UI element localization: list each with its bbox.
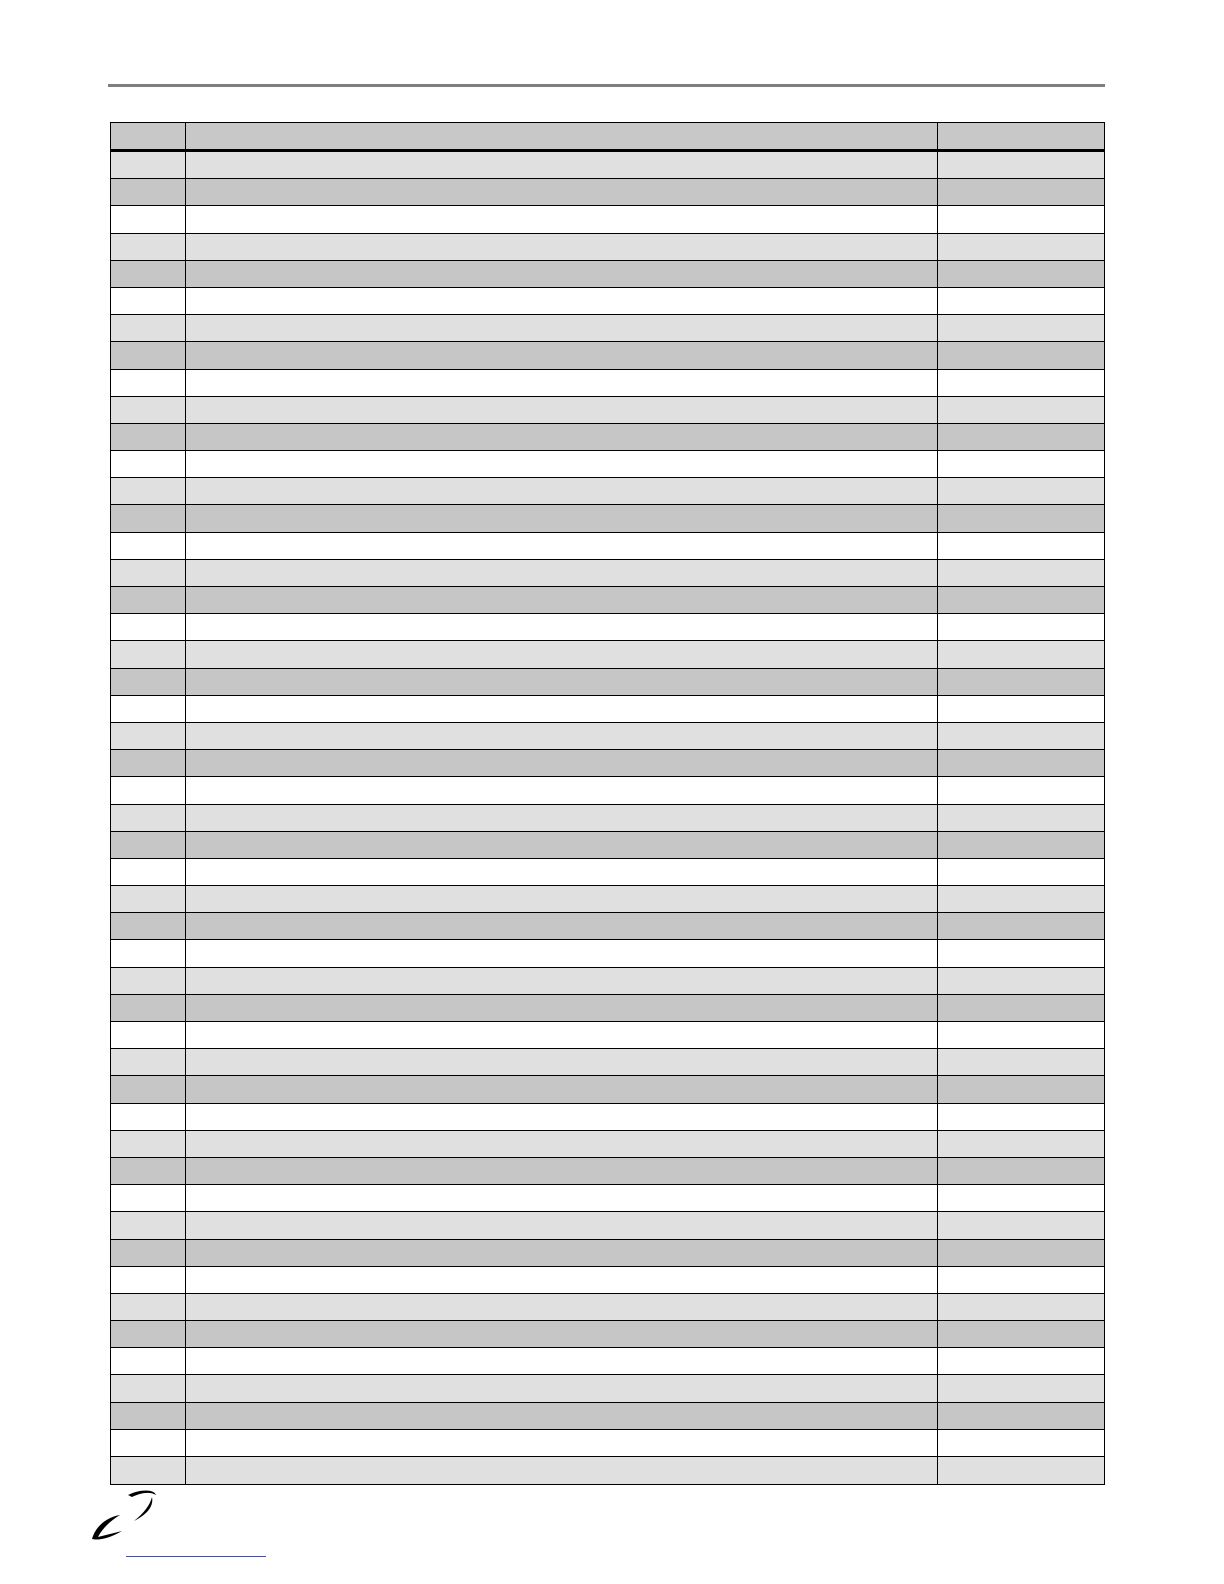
table-row: [111, 533, 1104, 560]
row-description-cell[interactable]: [186, 696, 938, 722]
table-row: [111, 832, 1104, 859]
header-amount-cell: [938, 123, 1104, 149]
row-amount-cell[interactable]: [938, 288, 1104, 314]
table-row: [111, 179, 1104, 206]
table-row: [111, 478, 1104, 505]
table-row: [111, 641, 1104, 668]
row-amount-cell[interactable]: [938, 1185, 1104, 1211]
row-description-cell[interactable]: [186, 288, 938, 314]
row-number-cell[interactable]: [111, 1403, 186, 1429]
row-number-cell[interactable]: [111, 1430, 186, 1456]
row-number-cell[interactable]: [111, 1321, 186, 1347]
table-row: [111, 1131, 1104, 1158]
row-description-cell[interactable]: [186, 1076, 938, 1102]
table-row: [111, 1403, 1104, 1430]
table-row: [111, 940, 1104, 967]
header-description-cell: [186, 123, 938, 149]
row-amount-cell[interactable]: [938, 587, 1104, 613]
row-amount-cell[interactable]: [938, 342, 1104, 368]
row-amount-cell[interactable]: [938, 832, 1104, 858]
row-number-cell[interactable]: [111, 750, 186, 776]
row-amount-cell[interactable]: [938, 995, 1104, 1021]
row-number-cell[interactable]: [111, 696, 186, 722]
row-amount-cell[interactable]: [938, 234, 1104, 260]
row-description-cell[interactable]: [186, 1185, 938, 1211]
row-number-cell[interactable]: [111, 505, 186, 531]
row-amount-cell[interactable]: [938, 940, 1104, 966]
table-row: [111, 614, 1104, 641]
table-row: [111, 424, 1104, 451]
row-amount-cell[interactable]: [938, 261, 1104, 287]
table-row: [111, 1457, 1104, 1484]
row-amount-cell[interactable]: [938, 1348, 1104, 1374]
table-row: [111, 1076, 1104, 1103]
table-row: [111, 669, 1104, 696]
row-description-cell[interactable]: [186, 723, 938, 749]
row-number-cell[interactable]: [111, 315, 186, 341]
row-number-cell[interactable]: [111, 1267, 186, 1293]
row-number-cell[interactable]: [111, 288, 186, 314]
row-number-cell[interactable]: [111, 995, 186, 1021]
row-amount-cell[interactable]: [938, 152, 1104, 178]
row-amount-cell[interactable]: [938, 1403, 1104, 1429]
table-row: [111, 342, 1104, 369]
swoosh-logo-icon: [88, 1487, 162, 1543]
table-row: [111, 261, 1104, 288]
row-description-cell[interactable]: [186, 587, 938, 613]
row-number-cell[interactable]: [111, 451, 186, 477]
row-number-cell[interactable]: [111, 1104, 186, 1130]
row-description-cell[interactable]: [186, 1131, 938, 1157]
table-row: [111, 1430, 1104, 1457]
table-row: [111, 587, 1104, 614]
row-number-cell[interactable]: [111, 1131, 186, 1157]
row-amount-cell[interactable]: [938, 696, 1104, 722]
row-number-cell[interactable]: [111, 261, 186, 287]
row-description-cell[interactable]: [186, 1212, 938, 1238]
row-description-cell[interactable]: [186, 261, 938, 287]
table-row: [111, 1294, 1104, 1321]
table-row: [111, 1212, 1104, 1239]
row-number-cell[interactable]: [111, 1158, 186, 1184]
row-description-cell[interactable]: [186, 886, 938, 912]
row-number-cell[interactable]: [111, 805, 186, 831]
row-number-cell[interactable]: [111, 1185, 186, 1211]
row-description-cell[interactable]: [186, 478, 938, 504]
row-amount-cell[interactable]: [938, 533, 1104, 559]
row-number-cell[interactable]: [111, 940, 186, 966]
row-amount-cell[interactable]: [938, 968, 1104, 994]
row-number-cell[interactable]: [111, 424, 186, 450]
row-number-cell[interactable]: [111, 614, 186, 640]
row-amount-cell[interactable]: [938, 641, 1104, 667]
row-amount-cell[interactable]: [938, 315, 1104, 341]
row-amount-cell[interactable]: [938, 1430, 1104, 1456]
row-description-cell[interactable]: [186, 1375, 938, 1401]
row-number-cell[interactable]: [111, 370, 186, 396]
table-row: [111, 777, 1104, 804]
table-row: [111, 1022, 1104, 1049]
header-rule: [108, 84, 1105, 87]
row-amount-cell[interactable]: [938, 1240, 1104, 1266]
row-description-cell[interactable]: [186, 152, 938, 178]
table-row: [111, 859, 1104, 886]
row-amount-cell[interactable]: [938, 1022, 1104, 1048]
row-amount-cell[interactable]: [938, 777, 1104, 803]
table-row: [111, 234, 1104, 261]
row-description-cell[interactable]: [186, 940, 938, 966]
table-row: [111, 1049, 1104, 1076]
row-description-cell[interactable]: [186, 859, 938, 885]
table-row: [111, 886, 1104, 913]
row-number-cell[interactable]: [111, 342, 186, 368]
row-number-cell[interactable]: [111, 1457, 186, 1484]
row-description-cell[interactable]: [186, 641, 938, 667]
row-description-cell[interactable]: [186, 1049, 938, 1075]
row-amount-cell[interactable]: [938, 206, 1104, 232]
row-amount-cell[interactable]: [938, 478, 1104, 504]
row-number-cell[interactable]: [111, 1049, 186, 1075]
form-table: [110, 122, 1105, 1485]
row-amount-cell[interactable]: [938, 451, 1104, 477]
table-row: [111, 1185, 1104, 1212]
table-row: [111, 560, 1104, 587]
row-number-cell[interactable]: [111, 641, 186, 667]
table-row: [111, 451, 1104, 478]
row-description-cell[interactable]: [186, 424, 938, 450]
row-description-cell[interactable]: [186, 1104, 938, 1130]
row-description-cell[interactable]: [186, 179, 938, 205]
row-number-cell[interactable]: [111, 1348, 186, 1374]
row-number-cell[interactable]: [111, 723, 186, 749]
row-number-cell[interactable]: [111, 1240, 186, 1266]
row-amount-cell[interactable]: [938, 886, 1104, 912]
table-row: [111, 288, 1104, 315]
row-amount-cell[interactable]: [938, 614, 1104, 640]
row-description-cell[interactable]: [186, 342, 938, 368]
table-row: [111, 750, 1104, 777]
row-description-cell[interactable]: [186, 397, 938, 423]
row-amount-cell[interactable]: [938, 1267, 1104, 1293]
row-number-cell[interactable]: [111, 397, 186, 423]
row-number-cell[interactable]: [111, 179, 186, 205]
row-amount-cell[interactable]: [938, 750, 1104, 776]
row-number-cell[interactable]: [111, 913, 186, 939]
row-number-cell[interactable]: [111, 886, 186, 912]
table-row: [111, 968, 1104, 995]
row-description-cell[interactable]: [186, 614, 938, 640]
row-amount-cell[interactable]: [938, 1131, 1104, 1157]
footer-link-underline[interactable]: [126, 1556, 266, 1557]
row-number-cell[interactable]: [111, 152, 186, 178]
table-row: [111, 696, 1104, 723]
row-number-cell[interactable]: [111, 478, 186, 504]
table-row: [111, 152, 1104, 179]
row-amount-cell[interactable]: [938, 1158, 1104, 1184]
row-amount-cell[interactable]: [938, 859, 1104, 885]
row-amount-cell[interactable]: [938, 1375, 1104, 1401]
row-amount-cell[interactable]: [938, 1294, 1104, 1320]
row-description-cell[interactable]: [186, 370, 938, 396]
row-number-cell[interactable]: [111, 859, 186, 885]
table-header-row: [111, 123, 1104, 152]
row-number-cell[interactable]: [111, 560, 186, 586]
row-amount-cell[interactable]: [938, 505, 1104, 531]
row-amount-cell[interactable]: [938, 1321, 1104, 1347]
row-amount-cell[interactable]: [938, 1457, 1104, 1484]
table-row: [111, 505, 1104, 532]
table-row: [111, 1321, 1104, 1348]
row-number-cell[interactable]: [111, 587, 186, 613]
row-description-cell[interactable]: [186, 913, 938, 939]
row-amount-cell[interactable]: [938, 1076, 1104, 1102]
table-row: [111, 913, 1104, 940]
row-description-cell[interactable]: [186, 805, 938, 831]
row-amount-cell[interactable]: [938, 1104, 1104, 1130]
header-number-cell: [111, 123, 186, 149]
table-row: [111, 1240, 1104, 1267]
row-amount-cell[interactable]: [938, 805, 1104, 831]
row-amount-cell[interactable]: [938, 669, 1104, 695]
table-row: [111, 1158, 1104, 1185]
row-amount-cell[interactable]: [938, 560, 1104, 586]
row-description-cell[interactable]: [186, 750, 938, 776]
table-row: [111, 1267, 1104, 1294]
row-number-cell[interactable]: [111, 832, 186, 858]
row-description-cell[interactable]: [186, 1348, 938, 1374]
row-number-cell[interactable]: [111, 1294, 186, 1320]
row-amount-cell[interactable]: [938, 397, 1104, 423]
row-number-cell[interactable]: [111, 968, 186, 994]
row-description-cell[interactable]: [186, 832, 938, 858]
table-row: [111, 1348, 1104, 1375]
row-number-cell[interactable]: [111, 206, 186, 232]
row-description-cell[interactable]: [186, 505, 938, 531]
row-description-cell[interactable]: [186, 1403, 938, 1429]
table-row: [111, 723, 1104, 750]
row-description-cell[interactable]: [186, 1158, 938, 1184]
table-row: [111, 206, 1104, 233]
row-description-cell[interactable]: [186, 1321, 938, 1347]
row-description-cell[interactable]: [186, 533, 938, 559]
row-description-cell[interactable]: [186, 206, 938, 232]
row-description-cell[interactable]: [186, 1430, 938, 1456]
row-description-cell[interactable]: [186, 451, 938, 477]
row-amount-cell[interactable]: [938, 913, 1104, 939]
row-number-cell[interactable]: [111, 1375, 186, 1401]
table-row: [111, 995, 1104, 1022]
row-number-cell[interactable]: [111, 669, 186, 695]
row-description-cell[interactable]: [186, 777, 938, 803]
row-description-cell[interactable]: [186, 1267, 938, 1293]
row-description-cell[interactable]: [186, 315, 938, 341]
table-row: [111, 1104, 1104, 1131]
row-amount-cell[interactable]: [938, 370, 1104, 396]
row-description-cell[interactable]: [186, 995, 938, 1021]
row-number-cell[interactable]: [111, 777, 186, 803]
row-description-cell[interactable]: [186, 669, 938, 695]
row-amount-cell[interactable]: [938, 723, 1104, 749]
row-number-cell[interactable]: [111, 234, 186, 260]
row-description-cell[interactable]: [186, 1457, 938, 1484]
row-description-cell[interactable]: [186, 1240, 938, 1266]
table-row: [111, 1375, 1104, 1402]
row-amount-cell[interactable]: [938, 1212, 1104, 1238]
row-description-cell[interactable]: [186, 560, 938, 586]
table-row: [111, 805, 1104, 832]
row-number-cell[interactable]: [111, 1212, 186, 1238]
table-row: [111, 370, 1104, 397]
table-row: [111, 315, 1104, 342]
row-amount-cell[interactable]: [938, 424, 1104, 450]
row-description-cell[interactable]: [186, 968, 938, 994]
row-amount-cell[interactable]: [938, 1049, 1104, 1075]
row-number-cell[interactable]: [111, 533, 186, 559]
row-number-cell[interactable]: [111, 1022, 186, 1048]
table-row: [111, 397, 1104, 424]
row-description-cell[interactable]: [186, 1022, 938, 1048]
row-description-cell[interactable]: [186, 234, 938, 260]
row-description-cell[interactable]: [186, 1294, 938, 1320]
row-number-cell[interactable]: [111, 1076, 186, 1102]
row-amount-cell[interactable]: [938, 179, 1104, 205]
